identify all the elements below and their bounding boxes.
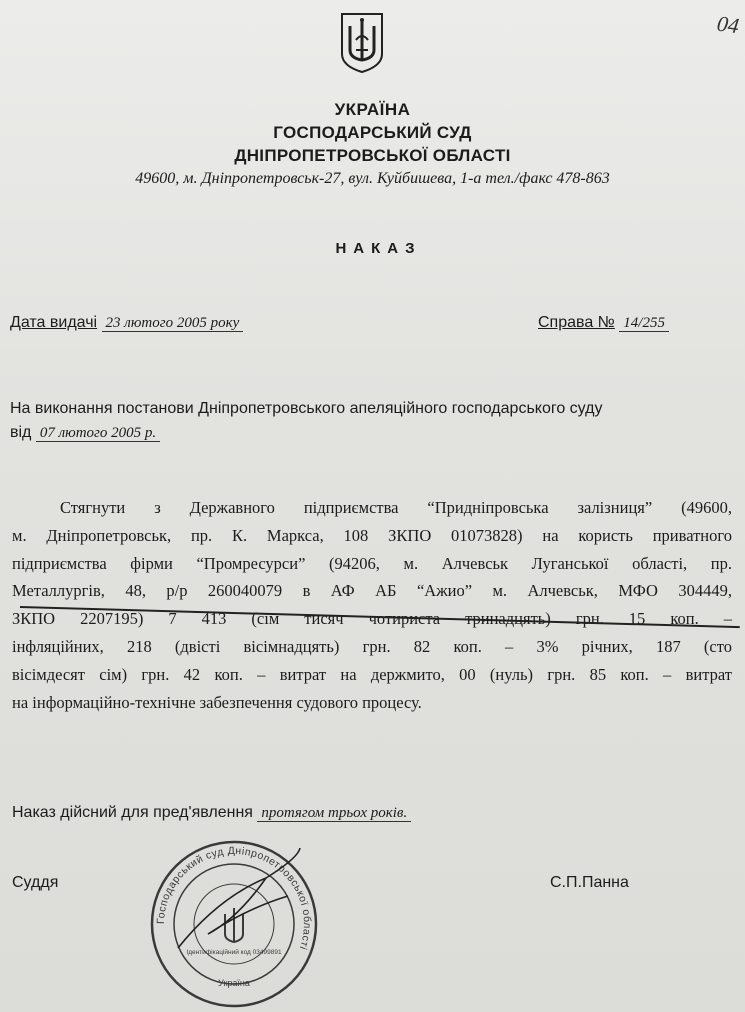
page-number-mark: 04 xyxy=(715,10,741,39)
case-number-row xyxy=(538,314,669,332)
basis-date-value: 07 лютого 2005 р. xyxy=(36,425,160,442)
basis-line: На виконання постанови Дніпропетровського апеляційного господарського суду xyxy=(10,400,603,417)
order-body-line: Металлургів, 48, р/р 260040079 в АФ АБ “Ажио” м. Алчевськ, МФО 304449, xyxy=(12,581,732,601)
case-number-label: Справа № xyxy=(538,314,615,331)
judge-name: С.П.Панна xyxy=(550,874,629,891)
document-title: НАКАЗ xyxy=(335,240,422,257)
basis-date-row xyxy=(10,424,160,442)
order-body-line: інфляційних, 218 (двісті вісімнадцять) грн. 82 коп. – 3% річних, 187 (сто xyxy=(12,636,732,656)
order-body-line: Стягнути з Державного підприємства “Придніпровська залізниця” (49600, xyxy=(60,498,732,517)
order-body-line: ЗКПО 2207195) 7 413 (сім тисяч чотириста тринадцять) грн. 15 коп. – xyxy=(12,609,732,629)
order-body-line: на інформаційно-технічне забезпечення судового процесу. xyxy=(12,692,422,712)
court-seal xyxy=(148,838,320,1010)
trident-icon xyxy=(336,10,388,74)
issue-date-row xyxy=(10,314,243,332)
order-body xyxy=(12,494,732,716)
seal-trident-icon xyxy=(225,908,243,942)
order-body-line: вісімдесят сім) грн. 42 коп. – витрат на держмито, 00 (нуль) грн. 85 коп. – витрат xyxy=(12,664,732,684)
header-address: 49600, м. Дніпропетровськ-27, вул. Куйбишева, 1-а тел./факс 478-863 xyxy=(135,170,610,187)
validity-label: Наказ дійсний для пред'явлення xyxy=(12,804,253,821)
case-number-value: 14/255 xyxy=(619,315,669,332)
seal-bottom-text: Україна xyxy=(218,978,250,988)
order-body-line: м. Дніпропетровськ, пр. К. Маркса, 108 ЗКПО 01073828) на користь приватного xyxy=(12,525,732,545)
seal-outer-text: Господарський суд Дніпропетровської області xyxy=(154,844,314,952)
validity-row xyxy=(12,804,411,822)
issue-date-label: Дата видачі xyxy=(10,314,98,331)
judge-label: Суддя xyxy=(12,874,59,891)
header-country: УКРАЇНА xyxy=(334,100,411,119)
header-region: ДНІПРОПЕТРОВСЬКОЇ ОБЛАСТІ xyxy=(234,146,511,165)
order-body-line: підприємства фірми “Промресурси” (94206, м. Алчевськ Луганської області, пр. xyxy=(12,553,732,573)
basis-date-prefix: від xyxy=(10,424,32,441)
validity-value: протягом трьох років. xyxy=(257,805,411,822)
seal-inner-text: Ідентифікаційний код 03499891 xyxy=(186,949,282,956)
header-court: ГОСПОДАРСЬКИЙ СУД xyxy=(273,123,472,142)
issue-date-value: 23 лютого 2005 року xyxy=(102,315,244,332)
